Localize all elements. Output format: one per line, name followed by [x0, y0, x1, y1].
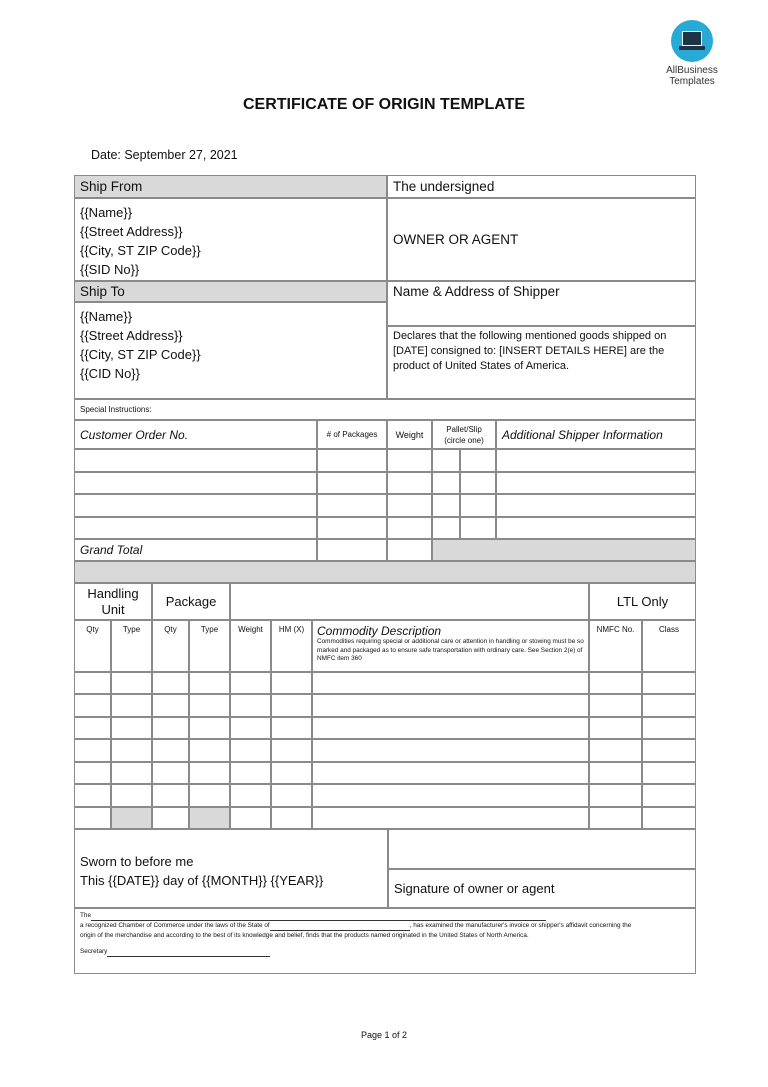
row-nmfc[interactable] [589, 762, 642, 784]
grand-total-filler [432, 539, 696, 561]
row-class[interactable] [642, 694, 696, 716]
handling-unit-header: Handling Unit [74, 583, 152, 620]
row-description[interactable] [312, 717, 589, 739]
commodity-header-blank [230, 583, 589, 620]
row-hm[interactable] [271, 762, 312, 784]
commodity-weight-header: Weight [230, 620, 271, 672]
date-line: Date: September 27, 2021 [91, 148, 238, 162]
row-pkg-type[interactable] [189, 807, 230, 829]
order-packages-cell[interactable] [317, 472, 387, 495]
row-description[interactable] [312, 739, 589, 761]
row-pkg-type[interactable] [189, 672, 230, 694]
row-hu-qty[interactable] [74, 762, 111, 784]
ship-from-header: Ship From [74, 175, 387, 198]
order-packages-cell[interactable] [317, 449, 387, 472]
row-pkg-qty[interactable] [152, 784, 189, 806]
row-nmfc[interactable] [589, 784, 642, 806]
order-additional-cell[interactable] [496, 449, 696, 472]
packages-header: # of Packages [317, 420, 387, 449]
allbusiness-logo [660, 20, 724, 87]
row-description[interactable] [312, 672, 589, 694]
secretary-line[interactable] [107, 956, 270, 957]
order-customer-cell[interactable] [74, 494, 317, 517]
additional-info-header: Additional Shipper Information [496, 420, 696, 449]
chamber-certification [74, 908, 696, 974]
row-pkg-type[interactable] [189, 784, 230, 806]
row-class[interactable] [642, 672, 696, 694]
footer-text-b: , has examined the manufacturer's invoice or shipper's affidavit concerning the [409, 922, 632, 929]
hu-type-header: Type [111, 620, 152, 672]
nmfc-header: NMFC No. [589, 620, 642, 672]
row-weight[interactable] [230, 717, 271, 739]
row-nmfc[interactable] [589, 807, 642, 829]
special-instructions: Special Instructions: [74, 399, 696, 420]
row-hu-type[interactable] [111, 672, 152, 694]
declaration-text: Declares that the following mentioned goods shipped on [DATE] consigned to: [INSERT DETAILS HERE] are the product of United States of America. [387, 326, 696, 399]
row-description[interactable] [312, 784, 589, 806]
row-class[interactable] [642, 717, 696, 739]
row-hu-type[interactable] [111, 807, 152, 829]
ship-to-name: {{Name}} [80, 309, 133, 324]
row-nmfc[interactable] [589, 717, 642, 739]
row-class[interactable] [642, 739, 696, 761]
row-hm[interactable] [271, 807, 312, 829]
row-hu-qty[interactable] [74, 672, 111, 694]
laptop-icon [671, 20, 713, 62]
class-header: Class [642, 620, 696, 672]
row-pkg-qty[interactable] [152, 717, 189, 739]
order-packages-cell[interactable] [317, 517, 387, 540]
row-hu-qty[interactable] [74, 807, 111, 829]
row-hu-type[interactable] [111, 762, 152, 784]
commodity-description-header [312, 620, 589, 672]
order-weight-cell[interactable] [387, 449, 432, 472]
grand-total-label: Grand Total [74, 539, 317, 561]
row-hu-qty[interactable] [74, 694, 111, 716]
hu-qty-header: Qty [74, 620, 111, 672]
row-pkg-qty[interactable] [152, 672, 189, 694]
grand-total-packages[interactable] [317, 539, 387, 561]
undersigned-label: The undersigned [387, 175, 696, 198]
commodity-note: Commodities requiring special or additional care or attention in handling or stowing must be so marked and packaged as to ensure safe transportation with ordinary care. See Section 2(e) of NMFC item 360 [317, 638, 584, 662]
ship-from-street: {{Street Address}} [80, 224, 183, 239]
order-weight-cell[interactable] [387, 494, 432, 517]
hm-header: HM (X) [271, 620, 312, 672]
row-description[interactable] [312, 694, 589, 716]
row-hu-type[interactable] [111, 784, 152, 806]
row-nmfc[interactable] [589, 694, 642, 716]
order-additional-cell[interactable] [496, 517, 696, 540]
row-hu-qty[interactable] [74, 739, 111, 761]
pallet-y-cell[interactable] [432, 494, 460, 517]
order-customer-cell[interactable] [74, 449, 317, 472]
pallet-y-cell[interactable] [432, 472, 460, 495]
order-weight-cell[interactable] [387, 472, 432, 495]
order-weight-cell[interactable] [387, 517, 432, 540]
row-class[interactable] [642, 807, 696, 829]
row-weight[interactable] [230, 807, 271, 829]
row-pkg-qty[interactable] [152, 807, 189, 829]
footer-text-a: a recognized Chamber of Commerce under the laws of the State of [80, 922, 270, 929]
pallet-n-cell[interactable] [460, 449, 496, 472]
page-number: Page 1 of 2 [360, 1030, 408, 1040]
footer-text-c: origin of the merchandise and according to the best of its knowledge and belief, finds that the products named originated in the United States of North America. [80, 932, 529, 939]
sworn-statement [74, 829, 388, 908]
row-weight[interactable] [230, 694, 271, 716]
page-title: CERTIFICATE OF ORIGIN TEMPLATE [242, 96, 526, 113]
row-nmfc[interactable] [589, 739, 642, 761]
row-hm[interactable] [271, 672, 312, 694]
order-customer-cell[interactable] [74, 472, 317, 495]
commodity-description-title: Commodity Description [317, 624, 442, 638]
ship-from-address [74, 198, 387, 281]
row-hu-qty[interactable] [74, 784, 111, 806]
row-pkg-type[interactable] [189, 694, 230, 716]
row-weight[interactable] [230, 739, 271, 761]
row-description[interactable] [312, 807, 589, 829]
signature-label: Signature of owner or agent [388, 869, 696, 908]
row-hm[interactable] [271, 717, 312, 739]
ship-to-street: {{Street Address}} [80, 328, 183, 343]
row-pkg-type[interactable] [189, 717, 230, 739]
row-nmfc[interactable] [589, 672, 642, 694]
row-class[interactable] [642, 762, 696, 784]
pkg-qty-header: Qty [152, 620, 189, 672]
row-hm[interactable] [271, 784, 312, 806]
package-header: Package [152, 583, 230, 620]
weight-header: Weight [387, 420, 432, 449]
row-pkg-qty[interactable] [152, 739, 189, 761]
row-class[interactable] [642, 784, 696, 806]
row-pkg-type[interactable] [189, 762, 230, 784]
sworn-line1: Sworn to before me [80, 854, 194, 869]
order-additional-cell[interactable] [496, 472, 696, 495]
ltl-only-header: LTL Only [589, 583, 696, 620]
pkg-type-header: Type [189, 620, 230, 672]
pallet-n-cell[interactable] [460, 517, 496, 540]
ship-to-header: Ship To [74, 281, 387, 302]
signature-space[interactable] [388, 829, 696, 869]
order-packages-cell[interactable] [317, 494, 387, 517]
row-weight[interactable] [230, 672, 271, 694]
sworn-line2: This {{DATE}} day of {{MONTH}} {{YEAR}} [80, 873, 324, 888]
row-description[interactable] [312, 762, 589, 784]
row-pkg-qty[interactable] [152, 762, 189, 784]
row-hm[interactable] [271, 739, 312, 761]
logo-text-line1: AllBusiness [666, 65, 718, 76]
row-weight[interactable] [230, 762, 271, 784]
ship-from-name: {{Name}} [80, 205, 133, 220]
ship-to-cid: {{CID No}} [80, 366, 140, 381]
row-pkg-type[interactable] [189, 739, 230, 761]
grand-total-weight[interactable] [387, 539, 432, 561]
logo-text-line2: Templates [669, 76, 715, 87]
order-customer-cell[interactable] [74, 517, 317, 540]
row-weight[interactable] [230, 784, 271, 806]
row-hm[interactable] [271, 694, 312, 716]
ship-from-city: {{City, ST ZIP Code}} [80, 243, 201, 258]
row-hu-type[interactable] [111, 739, 152, 761]
pallet-slip-header: Pallet/Slip (circle one) [432, 420, 496, 449]
pallet-y-cell[interactable] [432, 449, 460, 472]
pallet-n-cell[interactable] [460, 494, 496, 517]
pallet-y-cell[interactable] [432, 517, 460, 540]
ship-from-sid: {{SID No}} [80, 262, 140, 277]
row-hu-type[interactable] [111, 694, 152, 716]
order-additional-cell[interactable] [496, 494, 696, 517]
row-hu-type[interactable] [111, 717, 152, 739]
pallet-n-cell[interactable] [460, 472, 496, 495]
ship-to-city: {{City, ST ZIP Code}} [80, 347, 201, 362]
section-separator [74, 561, 696, 583]
row-pkg-qty[interactable] [152, 694, 189, 716]
owner-agent-label: OWNER OR AGENT [387, 198, 696, 281]
footer-the: The [80, 912, 92, 919]
secretary-label: Secretary [80, 948, 108, 955]
ship-to-address [74, 302, 387, 399]
shipper-name-address: Name & Address of Shipper [387, 281, 696, 326]
customer-order-header: Customer Order No. [74, 420, 317, 449]
row-hu-qty[interactable] [74, 717, 111, 739]
